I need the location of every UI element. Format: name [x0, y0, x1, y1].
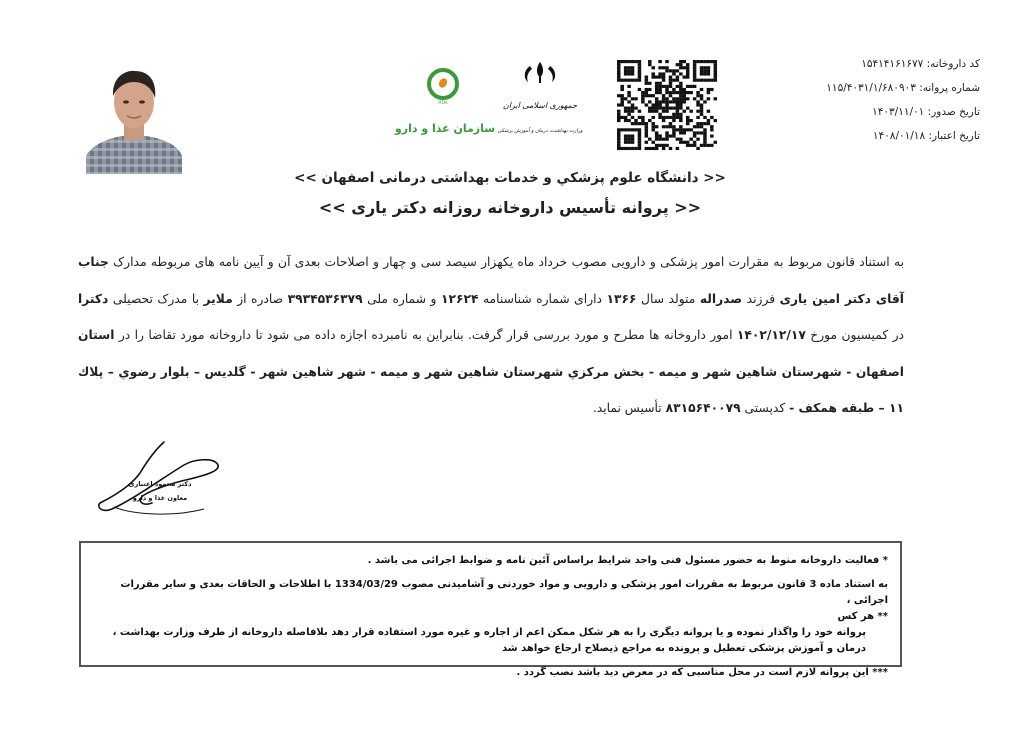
- notes-box: [79, 541, 902, 678]
- license-number: ۱۱۵/۴۰۳۱/۱/۶۸۰۹۰۳: [826, 82, 916, 94]
- signature: [94, 437, 224, 522]
- qr-code: [617, 60, 717, 150]
- father-name: صدراله: [699, 291, 743, 306]
- license-title: << پروانه تأسیس داروخانه روزانه دکتر یاری >>: [318, 198, 702, 217]
- license-number-row: شماره پروانه: ۱۱۵/۴۰۳۱/۱/۶۸۰۹۰۳: [826, 82, 980, 94]
- note-1: * فعالیت داروخانه منوط به حضور مسئول فنی واجد شرایط براساس آئین نامه و ضوابط اجرائی می باشد .: [367, 555, 888, 566]
- validity-date-row: تاریخ اعتبار: ۱۴۰۸/۰۱/۱۸: [872, 130, 980, 142]
- note-5: *** این پروانه لازم است در محل مناسبی که در معرض دید باشد نصب گردد .: [516, 667, 888, 678]
- issue-date: ۱۴۰۳/۱۱/۰۱: [872, 106, 925, 118]
- national-id: ۳۹۳۴۵۳۶۳۷۹: [287, 291, 363, 306]
- note-2: به استناد ماده 3 قانون مربوط به مقررات امور پزشکی و دارویی و مواد خوردنی و آشامیدنی مصوب 1334/03/29 با اطلاحات و الحاقات بعدی و سایر مقررات اجرائی ،: [120, 579, 888, 606]
- license-body: به استناد قانون مربوط به مقرارت امور پزشکی و دارویی مصوب خرداد ماه یکهزار سیصد سی و چهار و اصلاحات بعدی آن و آیین نامه های مربوطه مدارک جناب آقای دکتر امین یاری فرزند صدراله متولد سال ۱۳۶۶ دارای شماره شناسنامه ۱۲۶۲۴ و شماره ملی ۳۹۳۴۵۳۶۳۷۹ صادره از ملایر با مدرک تحصیلی دکترا در کمیسیون مورخ ۱۴۰۲/۱۲/۱۷ امور داروخانه ها مطرح و مورد بررسی قرار گرفت. بنابراین به نامبرده اجازه داده می شود تا داروخانه مورد تقاضا را در استان اصفهان - شهرستان شاهین شهر و میمه - بخش مرکزي شهرستان شاهین شهر و میمه - شهر شاهین شهر - گلدیس – بلوار رضوي – پلاك ۱۱ – طبقه همکف - کدپستی ۸۳۱۵۶۴۰۰۷۹ تأسیس نماید.: [78, 255, 904, 415]
- postal-code: ۸۳۱۵۶۴۰۰۷۹: [665, 401, 741, 415]
- license-meta: [740, 52, 980, 148]
- pharmacy-address: استان اصفهان - شهرستان شاهین شهر و میمه - بخش مرکزي شهرستان شاهین شهر و میمه - شهر شاهین شهر - گلدیس – بلوار رضوي – پلاك ۱۱ – طبقه همکف -: [78, 328, 904, 415]
- birth-year: ۱۳۶۶: [606, 291, 637, 306]
- signer-name: دکتر محمود اعتباری: [128, 480, 192, 488]
- holder-name: جناب آقای دکتر امین یاری: [78, 255, 904, 306]
- ifda-abbr: IFDA: [438, 100, 448, 105]
- id-number: ۱۲۶۲۴: [440, 291, 479, 306]
- note-4: پروانه خود را واگذار نموده و یا پروانه دیگری را به هر شکل ممکن اعم از اجاره و غیره مورد استفاده قرار دهد بلافاصله داروخانه از طرف وزارت بهداشت ، درمان و آموزش پزشکی تعطیل و پرونده به مراجع ذیصلاح ارجاع خواهد شد: [112, 627, 866, 654]
- issue-date-row: تاریخ صدور: ۱۴۰۳/۱۱/۰۱: [872, 106, 980, 118]
- commission-date: ۱۴۰۲/۱۲/۱۷: [736, 328, 806, 342]
- pharmacy-code: ۱۵۴۱۴۱۶۱۶۷۷: [861, 58, 924, 70]
- ministry-line1: جمهوری اسلامی ایران: [502, 101, 578, 110]
- iran-emblem-logo: [497, 60, 583, 140]
- validity-date: ۱۴۰۸/۰۱/۱۸: [872, 130, 926, 142]
- issue-place: ملایر: [203, 291, 233, 306]
- degree: دکترا: [78, 291, 109, 306]
- signer-title: معاون غذا و دارو: [132, 494, 188, 502]
- fda-name: سازمان غذا و دارو: [394, 122, 496, 135]
- university-heading: << دانشگاه علوم پزشکي و خدمات بهداشتی درمانی اصفهان >>: [294, 170, 726, 186]
- holder-photo: [82, 60, 186, 174]
- note-3: ** هر کس: [837, 611, 888, 622]
- ifda-logo: [394, 62, 496, 142]
- ministry-line2: وزارت بهداشت، درمان و آموزش پزشکی: [497, 128, 583, 134]
- pharmacy-code-row: کد داروخانه: ۱۵۴۱۴۱۶۱۶۷۷: [861, 58, 980, 70]
